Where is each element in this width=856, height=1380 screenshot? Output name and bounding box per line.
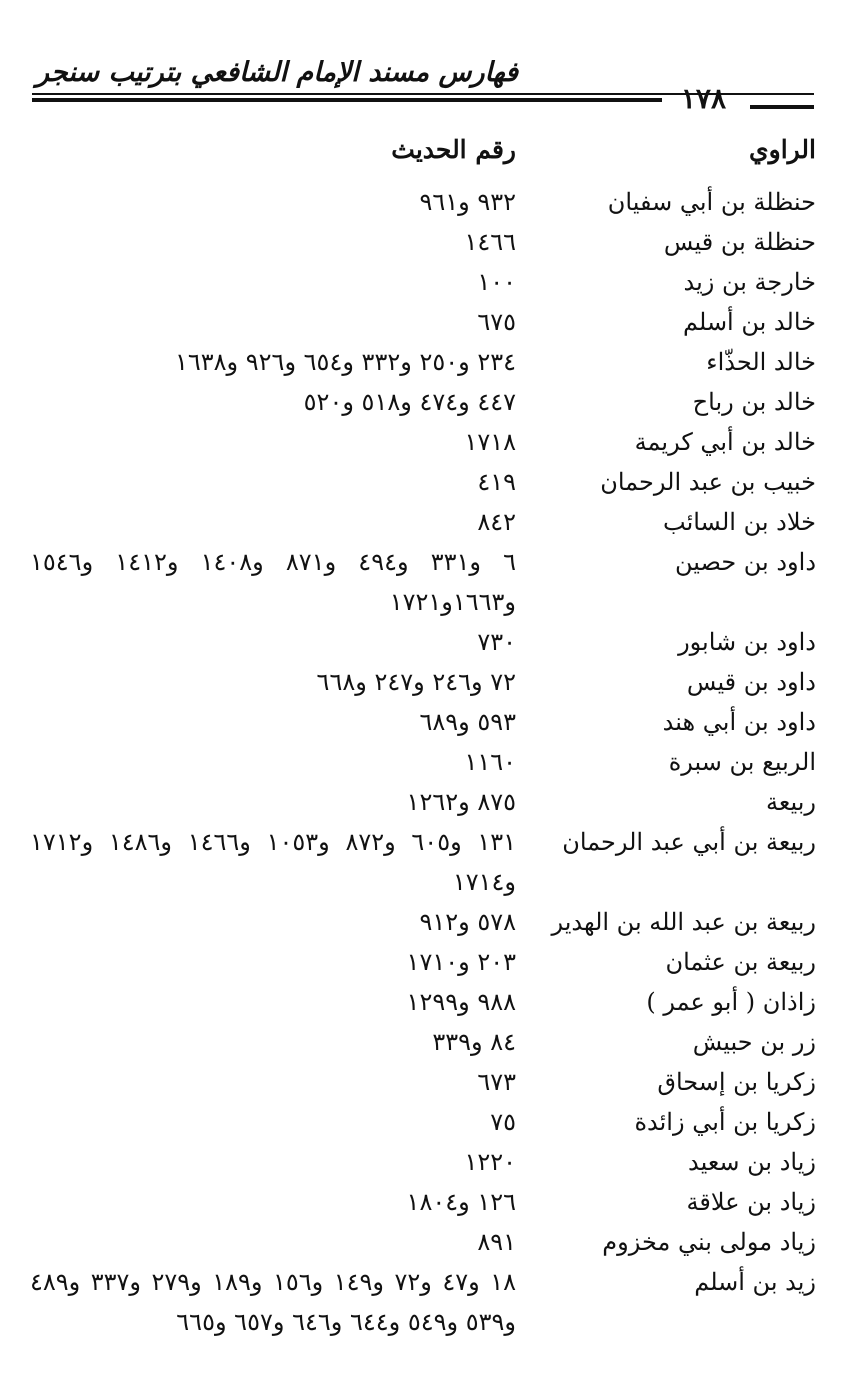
narrator-name: خارجة بن زيد — [683, 268, 816, 296]
page-number: ١٧٨ — [680, 82, 726, 115]
index-row — [30, 742, 816, 782]
narrator-name: حنظلة بن أبي سفيان — [607, 188, 816, 216]
hadith-numbers: ٧٣٠ — [477, 628, 516, 656]
index-row — [30, 1222, 816, 1262]
narrator-name: زياد مولى بني مخزوم — [602, 1228, 816, 1256]
hadith-numbers: ٩٨٨ و١٢٩٩ — [406, 988, 516, 1016]
narrator-name: داود بن قيس — [686, 668, 816, 696]
hadith-numbers: ٥٧٨ و٩١٢ — [419, 908, 516, 936]
narrator-name: خلاد بن السائب — [663, 508, 816, 536]
index-row — [30, 302, 816, 342]
hadith-numbers: ١٠٠ — [477, 268, 516, 296]
narrator-name: زكريا بن أبي زائدة — [634, 1108, 816, 1136]
index-row — [30, 662, 816, 702]
index-row — [30, 942, 816, 982]
index-row — [30, 822, 816, 902]
narrator-name: خالد بن أبي كريمة — [634, 428, 816, 456]
index-row — [30, 502, 816, 542]
hadith-numbers: ٥٩٣ و٦٨٩ — [419, 708, 516, 736]
hadith-numbers: ٧٥ — [490, 1108, 516, 1136]
narrator-name: زيد بن أسلم — [694, 1268, 816, 1296]
narrator-name: داود بن أبي هند — [662, 708, 816, 736]
index-row — [30, 982, 816, 1022]
index-row — [30, 1142, 816, 1182]
hadith-numbers: ٤٤٧ و٤٧٤ و٥١٨ و٥٢٠ — [303, 388, 516, 416]
running-title: فهارس مسند الإمام الشافعي بترتيب سنجر — [36, 57, 519, 88]
hadith-number-column-header: رقم الحديث — [391, 135, 516, 164]
narrator-name: خالد بن أسلم — [683, 308, 816, 336]
narrator-name: زياد بن علاقة — [686, 1188, 816, 1216]
narrator-name: داود بن حصين — [675, 548, 816, 576]
narrator-name: حنظلة بن قيس — [663, 228, 816, 256]
narrator-name: داود بن شابور — [678, 628, 816, 656]
hadith-numbers: ١٨ و٤٧ و٧٢ و١٤٩ و١٥٦ و١٨٩ و٢٧٩ و٣٣٧ و٤٨٩ و٥٣٩ و٥٤٩ و٦٤٤ و٦٤٦ و٦٥٧ و٦٦٥ — [30, 1268, 516, 1336]
index-row — [30, 182, 816, 222]
narrator-name: خبيب بن عبد الرحمان — [600, 468, 816, 496]
page-header — [32, 55, 814, 115]
hadith-numbers: ١٢٦ و١٨٠٤ — [406, 1188, 516, 1216]
index-row — [30, 902, 816, 942]
index-row — [30, 1102, 816, 1142]
index-row — [30, 1182, 816, 1222]
narrator-name: خالد الحذّاء — [706, 348, 816, 376]
index-row — [30, 382, 816, 422]
narrator-name: ربيعة — [766, 788, 816, 816]
hadith-numbers: ٦ و٣٣١ و٤٩٤ و٨٧١ و١٤٠٨ و١٤١٢ و١٥٤٦ و١٦٦٣و١٧٢١ — [30, 548, 516, 616]
column-headers — [30, 130, 816, 182]
narrator-name: زاذان ( أبو عمر ) — [646, 988, 816, 1016]
narrator-name: زكريا بن إسحاق — [657, 1068, 816, 1096]
index-row — [30, 342, 816, 382]
narrator-name: خالد بن رباح — [692, 388, 816, 416]
page-number-bar — [750, 93, 814, 109]
narrator-column-header: الراوي — [749, 135, 816, 164]
narrator-name: ربيعة بن أبي عبد الرحمان — [562, 828, 816, 856]
index-row — [30, 262, 816, 302]
narrator-name: ربيعة بن عبد الله بن الهدير — [551, 908, 816, 936]
hadith-numbers: ٩٣٢ و٩٦١ — [419, 188, 516, 216]
narrator-name: ربيعة بن عثمان — [665, 948, 816, 976]
hadith-numbers: ٨٤ و٣٣٩ — [432, 1028, 516, 1056]
narrator-index-table — [30, 130, 816, 1342]
index-row — [30, 1022, 816, 1062]
index-row — [30, 422, 816, 462]
hadith-numbers: ٦٧٣ — [477, 1068, 516, 1096]
hadith-numbers: ١٣١ و٦٠٥ و٨٧٢ و١٠٥٣ و١٤٦٦ و١٤٨٦ و١٧١٢ و١٧١٤ — [30, 828, 517, 896]
hadith-numbers: ٦٧٥ — [477, 308, 516, 336]
index-row — [30, 462, 816, 502]
index-row — [30, 702, 816, 742]
index-row — [30, 782, 816, 822]
hadith-numbers: ١٢٢٠ — [464, 1148, 516, 1176]
narrator-name: الربيع بن سبرة — [668, 748, 816, 776]
hadith-numbers: ٧٢ و٢٤٦ و٢٤٧ و٦٦٨ — [316, 668, 516, 696]
index-row — [30, 1262, 816, 1342]
hadith-numbers: ٨٩١ — [477, 1228, 516, 1256]
index-row — [30, 222, 816, 262]
hadith-numbers: ٨٤٢ — [477, 508, 516, 536]
index-row — [30, 542, 816, 622]
hadith-numbers: ٨٧٥ و١٢٦٢ — [406, 788, 516, 816]
narrator-name: زياد بن سعيد — [687, 1148, 816, 1176]
index-row — [30, 1062, 816, 1102]
hadith-numbers: ٤١٩ — [477, 468, 516, 496]
hadith-numbers: ١١٦٠ — [464, 748, 516, 776]
narrator-name: زر بن حبيش — [692, 1028, 816, 1056]
index-row — [30, 622, 816, 662]
header-rule-thick — [32, 98, 662, 102]
hadith-numbers: ٢٣٤ و٢٥٠ و٣٣٢ و٦٥٤ و٩٢٦ و١٦٣٨ — [174, 348, 516, 376]
hadith-numbers: ٢٠٣ و١٧١٠ — [406, 948, 516, 976]
hadith-numbers: ١٧١٨ — [464, 428, 516, 456]
hadith-numbers: ١٤٦٦ — [464, 228, 516, 256]
